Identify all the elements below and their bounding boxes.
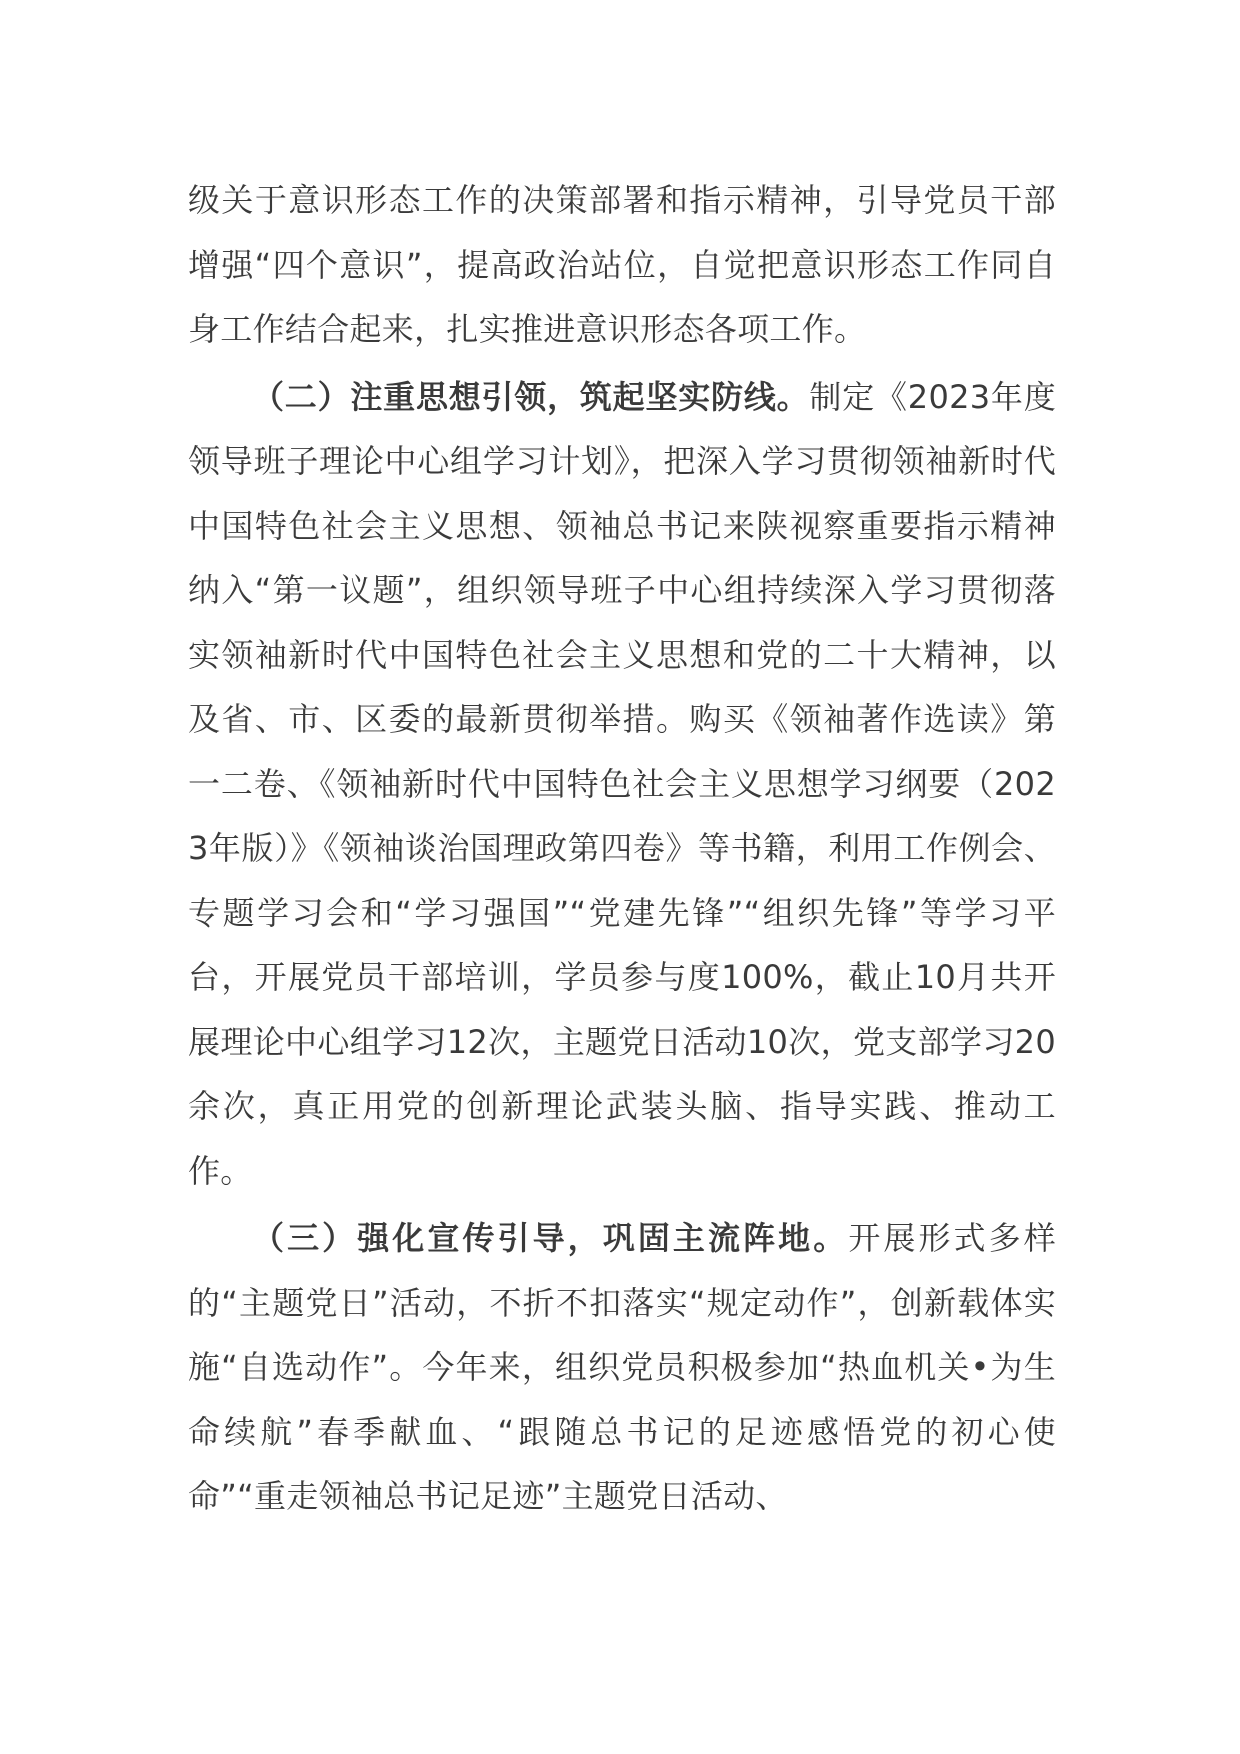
paragraph-2 <box>188 365 1056 1204</box>
paragraph-2-text: 制定《2023年度领导班子理论中心组学习计划》，把深入学习贯彻领袖新时代中国特色社会主义思想、领袖总书记来陕视察重要指示精神纳入“第一议题”，组织领导班子中心组持续深入学习贯彻落实领袖新时代中国特色社会主义思想和党的二十大精神，以及省、市、区委的最新贯彻举措。购买《领袖著作选读》第一二卷、《领袖新时代中国特色社会主义思想学习纲要（2023年版）》《领袖谈治国理政第四卷》等书籍，利用工作例会、专题学习会和“学习强国”“党建先锋”“组织先锋”等学习平台，开展党员干部培训，学员参与度100%，截止10月共开展理论中心组学习12次，主题党日活动10次，党支部学习20余次，真正用党的创新理论武装头脑、指导实践、推动工作。 <box>188 377 1057 1190</box>
paragraph-3-text: 开展形式多样的“主题党日”活动，不折不扣落实“规定动作”，创新载体实施“自选动作”。今年来，组织党员积极参加“热血机关•为生命续航”春季献血、“跟随总书记的足迹感悟党的初心使命”“重走领袖总书记足迹”主题党日活动、 <box>188 1219 1056 1515</box>
section-heading-2: （二）注重思想引领，筑起坚实防线。 <box>252 377 810 416</box>
paragraph-1 <box>188 168 1056 362</box>
section-heading-3: （三）强化宣传引导，巩固主流阵地。 <box>252 1219 849 1257</box>
paragraph-3 <box>188 1206 1056 1529</box>
document-body <box>188 168 1056 1532</box>
paragraph-1-text: 级关于意识形态工作的决策部署和指示精神，引导党员干部增强“四个意识”，提高政治站位，自觉把意识形态工作同自身工作结合起来，扎实推进意识形态各项工作。 <box>188 181 1056 348</box>
